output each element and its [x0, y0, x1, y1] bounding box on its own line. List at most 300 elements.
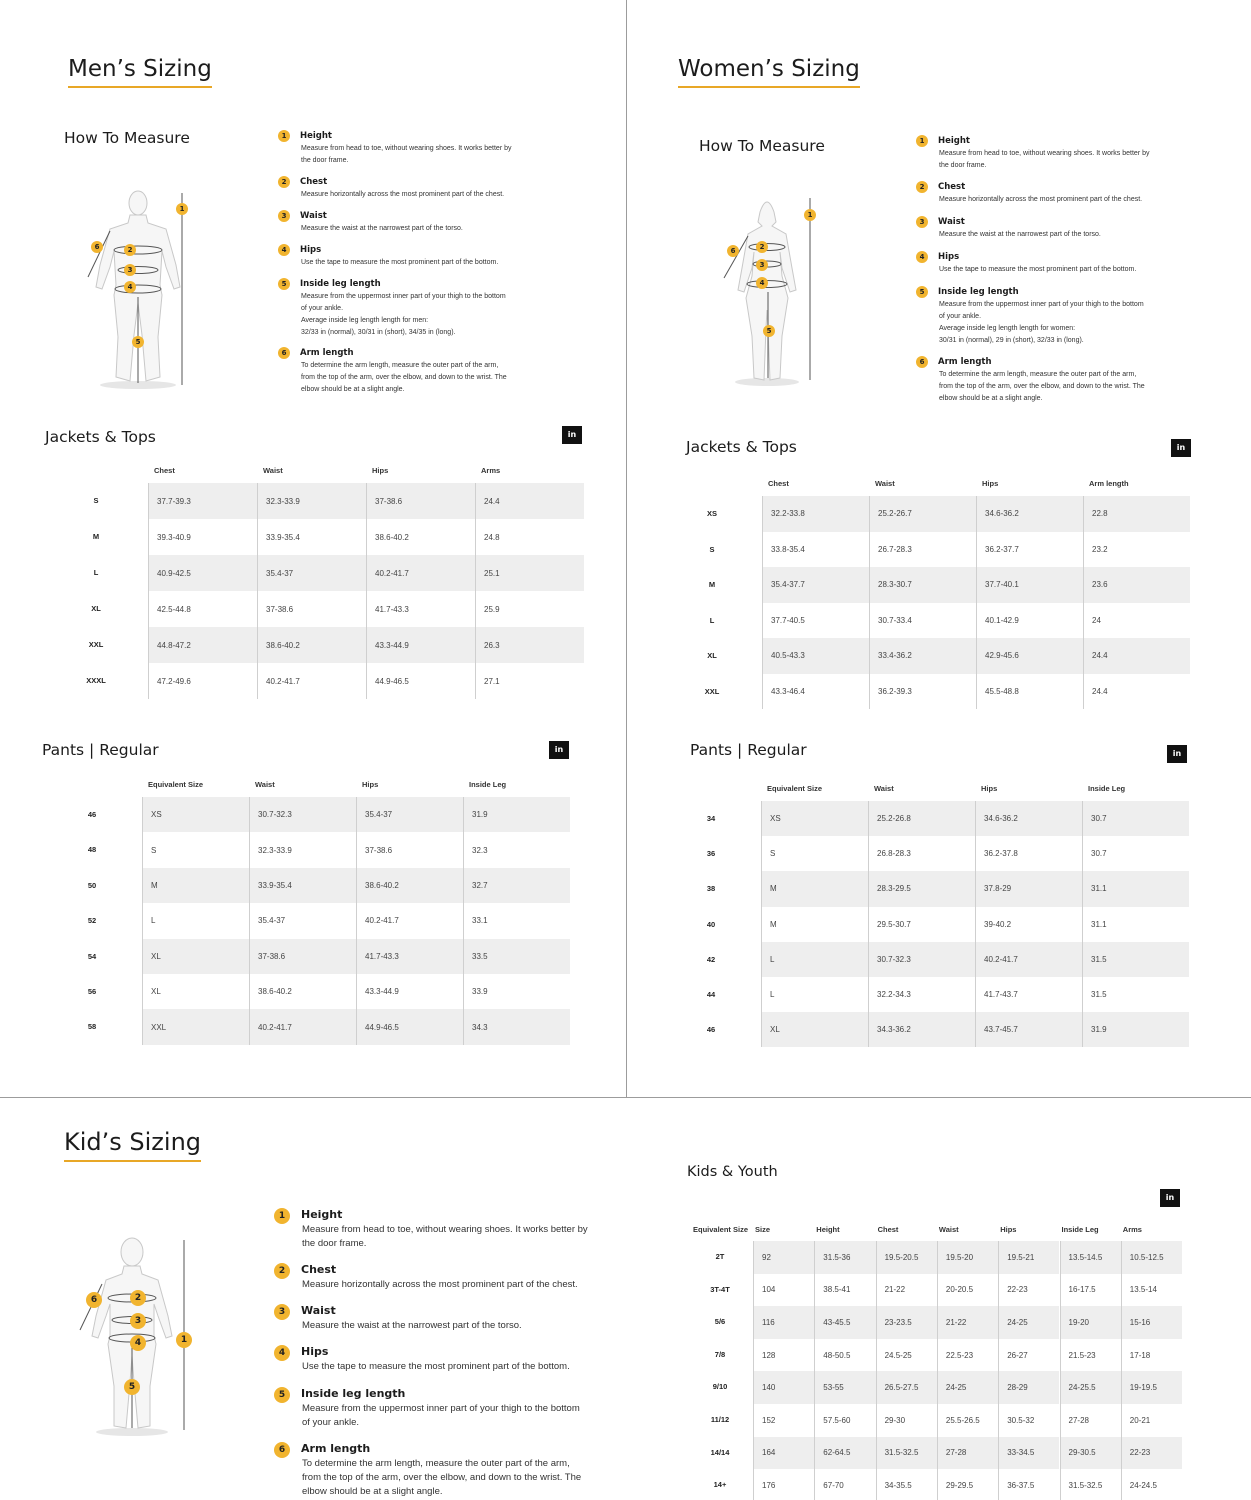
table-column-header: Waist [875, 479, 895, 488]
table-cell: 29-30.5 [1060, 1437, 1121, 1470]
womens-step-4-body: Use the tape to measure the most prominent part of the bottom. [939, 266, 1137, 273]
table-cell: 40.2-41.7 [249, 1009, 356, 1044]
womens-step-4-heading: Hips [938, 252, 960, 262]
table-cell: 37.7-39.3 [148, 483, 257, 519]
table-cell: 176 [753, 1469, 814, 1500]
table-cell: 29.5-30.7 [868, 907, 975, 942]
womens-step-5-number: 5 [916, 286, 928, 298]
table-row-label: 58 [87, 1022, 97, 1032]
table-cell: 24.4 [1083, 674, 1190, 710]
table-cell: 31.5 [1082, 942, 1189, 977]
kids-step-6-heading: Arm length [301, 1442, 371, 1455]
table-cell: 31.5-32.5 [1060, 1469, 1121, 1500]
table-row-label: S [709, 544, 715, 554]
table-cell: 33.8-35.4 [762, 532, 869, 568]
table-cell: 13.5-14.5 [1060, 1241, 1121, 1274]
table-cell: M [761, 871, 868, 906]
table-cell: 38.6-40.2 [356, 868, 463, 903]
table-row-label: 46 [87, 810, 97, 819]
kids-table-brand-tag: in [1160, 1189, 1180, 1207]
table-row-label: XXL [88, 640, 104, 649]
mens-step-1-heading: Height [300, 131, 332, 141]
table-cell: S [761, 836, 868, 871]
table-cell: 24-25 [998, 1306, 1059, 1339]
mens-figure-marker-6: 6 [91, 241, 103, 253]
table-cell: 31.1 [1082, 871, 1189, 906]
table-cell: 35.4-37.7 [762, 567, 869, 603]
table-cell: 23.6 [1083, 567, 1190, 603]
table-cell: 25.9 [475, 591, 584, 627]
table-cell: 25.5-26.5 [937, 1404, 998, 1437]
table-cell: 35.4-37 [356, 797, 463, 832]
table-cell: 44.9-46.5 [356, 1009, 463, 1044]
mens-step-5-number: 5 [278, 278, 290, 290]
table-cell: 45.5-48.8 [976, 674, 1083, 710]
womens-step-5-heading: Inside leg length [938, 287, 1019, 297]
kids-step-5-body: Measure from the uppermost inner part of your thigh to the bottom of your ankle. [302, 1403, 580, 1428]
table-cell: 33.9-35.4 [257, 519, 366, 555]
table-cell: 19.5-20.5 [876, 1241, 937, 1274]
kids-step-2-body: Measure horizontally across the most prominent part of the chest. [302, 1279, 578, 1290]
table-cell: 21-22 [876, 1274, 937, 1307]
table-row-label: S [93, 496, 99, 505]
table-cell: 22-23 [998, 1274, 1059, 1307]
table-cell: 40.2-41.7 [257, 663, 366, 699]
kids-step-6-number: 6 [274, 1442, 290, 1458]
womens-figure-marker-5: 5 [763, 325, 775, 337]
table-row-label: M [708, 580, 716, 589]
table-cell: 37-38.6 [257, 591, 366, 627]
table-column-header: Waist [263, 466, 283, 475]
table-cell: 30.5-32 [998, 1404, 1059, 1437]
table-column-header: Inside Leg [1061, 1225, 1099, 1234]
table-cell: 33.1 [463, 903, 570, 938]
table-cell: 32.2-34.3 [868, 977, 975, 1012]
mens-step-4-body: Use the tape to measure the most prominent part of the bottom. [301, 259, 499, 266]
table-row-label: 14+ [713, 1480, 727, 1490]
kids-step-3-heading: Waist [301, 1304, 336, 1317]
mens-pants-brand-tag: in [549, 741, 569, 759]
table-cell: 24.4 [1083, 638, 1190, 674]
table-cell: 41.7-43.3 [356, 939, 463, 974]
table-row-label: 50 [87, 880, 97, 890]
table-cell: 29-30 [876, 1404, 937, 1437]
table-cell: 16-17.5 [1060, 1274, 1121, 1307]
mens-figure-marker-5: 5 [132, 336, 144, 348]
vertical-divider [626, 0, 627, 1097]
table-cell: 40.2-41.7 [366, 555, 475, 591]
kids-step-3-body: Measure the waist at the narrowest part of the torso. [302, 1320, 522, 1331]
mens-figure-marker-3: 3 [124, 264, 136, 276]
table-cell: 24-24.5 [1121, 1469, 1182, 1500]
womens-figure-marker-6: 6 [727, 245, 739, 257]
table-cell: 31.5 [1082, 977, 1189, 1012]
kids-title: Kid’s Sizing [64, 1128, 201, 1162]
table-column-header: Waist [874, 784, 894, 793]
womens-pants-title: Pants | Regular [690, 741, 807, 759]
table-cell: 40.5-43.3 [762, 638, 869, 674]
table-cell: 37-38.6 [249, 939, 356, 974]
kids-figure-marker-2: 2 [130, 1290, 146, 1306]
table-cell: 41.7-43.3 [366, 591, 475, 627]
kids-figure-marker-1: 1 [176, 1332, 192, 1348]
table-cell: 104 [753, 1274, 814, 1307]
table-cell: 30.7-32.3 [868, 942, 975, 977]
womens-step-3-number: 3 [916, 216, 928, 228]
table-cell: 26.8-28.3 [868, 836, 975, 871]
womens-step-3-heading: Waist [938, 217, 965, 227]
table-row-label: M [92, 532, 100, 541]
table-cell: 40.2-41.7 [975, 942, 1082, 977]
table-cell: 39-40.2 [975, 907, 1082, 942]
womens-step-4-number: 4 [916, 251, 928, 263]
table-cell: XL [761, 1012, 868, 1047]
womens-pants-brand-tag: in [1167, 745, 1187, 763]
table-cell: 152 [753, 1404, 814, 1437]
table-row-label: 54 [87, 951, 97, 961]
mens-step-5-body: Measure from the uppermost inner part of your thigh to the bottom of your ankle. Average inside leg length length for men: 32/33 in (normal), 30/31 in (short), 34/35 in (long). [301, 293, 506, 336]
kids-step-4-heading: Hips [301, 1345, 329, 1358]
table-cell: XXL [142, 1009, 249, 1044]
table-cell: 43.3-44.9 [366, 627, 475, 663]
table-cell: 26.7-28.3 [869, 532, 976, 568]
kids-step-3-number: 3 [274, 1304, 290, 1320]
table-cell: 40.9-42.5 [148, 555, 257, 591]
table-cell: 37.7-40.1 [976, 567, 1083, 603]
table-row-label: 46 [706, 1025, 716, 1035]
table-row-label: 52 [87, 916, 97, 926]
kids-step-1-number: 1 [274, 1208, 290, 1224]
table-cell: 23-23.5 [876, 1306, 937, 1339]
kids-step-4-number: 4 [274, 1345, 290, 1361]
womens-figure-marker-4: 4 [756, 277, 768, 289]
table-column-header: Arms [1122, 1225, 1142, 1234]
table-cell: 44.9-46.5 [366, 663, 475, 699]
table-cell: 33.9-35.4 [249, 868, 356, 903]
table-cell: 31.9 [1082, 1012, 1189, 1047]
table-cell: 33.4-36.2 [869, 638, 976, 674]
kids-step-6-body: To determine the arm length, measure the outer part of the arm, from the top of the arm, over the elbow, and down to the wrist. The elbow should be at a slight angle. [302, 1458, 582, 1497]
table-cell: XL [142, 974, 249, 1009]
table-cell: 36.2-39.3 [869, 674, 976, 710]
mens-step-3-number: 3 [278, 210, 290, 222]
mens-pants-title: Pants | Regular [42, 741, 159, 759]
table-cell: 24.8 [475, 519, 584, 555]
table-row-label: 56 [87, 987, 97, 996]
mens-how-to-heading: How To Measure [64, 129, 190, 147]
kids-table-title: Kids & Youth [687, 1164, 778, 1180]
table-column-header: Hips [372, 466, 389, 475]
table-cell: 44.8-47.2 [148, 627, 257, 663]
table-cell: 34.6-36.2 [976, 496, 1083, 532]
mens-step-6-body: To determine the arm length, measure the outer part of the arm, from the top of the arm, over the elbow, and down to the wrist. The elbow should be at a slight angle. [301, 362, 507, 393]
table-row-label: 5/6 [714, 1317, 726, 1327]
table-cell: 43.3-46.4 [762, 674, 869, 710]
table-cell: 20-21 [1121, 1404, 1182, 1437]
table-cell: 26.5-27.5 [876, 1371, 937, 1404]
table-cell: 67-70 [814, 1469, 875, 1500]
table-cell: 41.7-43.7 [975, 977, 1082, 1012]
table-row-label: L [93, 568, 99, 577]
table-cell: 32.3-33.9 [249, 832, 356, 867]
womens-body-figure-icon [712, 192, 822, 392]
table-cell: 19-19.5 [1121, 1371, 1182, 1404]
womens-step-2-heading: Chest [938, 182, 966, 192]
kids-figure-marker-4: 4 [130, 1335, 146, 1351]
mens-body-figure-icon [78, 185, 198, 395]
womens-step-1-body: Measure from head to toe, without wearing shoes. It works better by the door frame. [939, 150, 1150, 169]
table-cell: 47.2-49.6 [148, 663, 257, 699]
table-column-header: Equivalent Size [693, 1225, 749, 1234]
table-cell: 140 [753, 1371, 814, 1404]
table-cell: 37.8-29 [975, 871, 1082, 906]
kids-step-4-body: Use the tape to measure the most prominent part of the bottom. [302, 1361, 570, 1372]
table-row-label: 9/10 [712, 1382, 728, 1392]
mens-figure-marker-1: 1 [176, 203, 188, 215]
table-cell: 37-38.6 [366, 483, 475, 519]
table-row-label: 2T [715, 1252, 725, 1261]
table-row-label: XXXL [86, 676, 106, 685]
table-cell: 43.3-44.9 [356, 974, 463, 1009]
table-cell: 33-34.5 [998, 1437, 1059, 1470]
table-cell: 19-20 [1060, 1306, 1121, 1339]
table-cell: XS [761, 801, 868, 836]
table-cell: 22.8 [1083, 496, 1190, 532]
kids-step-1-body: Measure from head to toe, without wearing shoes. It works better by the door frame. [302, 1224, 588, 1249]
table-row-label: 11/12 [710, 1415, 730, 1424]
table-cell: 38.6-40.2 [249, 974, 356, 1009]
table-column-header: Height [816, 1225, 840, 1234]
table-cell: 62-64.5 [814, 1437, 875, 1470]
table-cell: 40.1-42.9 [976, 603, 1083, 639]
table-cell: 35.4-37 [257, 555, 366, 591]
table-cell: 128 [753, 1339, 814, 1372]
table-cell: 24-25 [937, 1371, 998, 1404]
table-cell: 32.2-33.8 [762, 496, 869, 532]
table-row-label: 36 [706, 849, 716, 859]
kids-figure-marker-6: 6 [86, 1292, 102, 1308]
kids-step-2-heading: Chest [301, 1263, 337, 1276]
mens-jackets-brand-tag: in [562, 426, 582, 444]
mens-figure-marker-2: 2 [124, 244, 136, 256]
table-cell: M [761, 907, 868, 942]
mens-step-4-heading: Hips [300, 245, 322, 255]
table-cell: 43.7-45.7 [975, 1012, 1082, 1047]
mens-step-2-heading: Chest [300, 177, 328, 187]
table-cell: 92 [753, 1241, 814, 1274]
table-column-header: Hips [362, 780, 379, 789]
table-cell: 38.6-40.2 [366, 519, 475, 555]
table-cell: 40.2-41.7 [356, 903, 463, 938]
mens-step-4-number: 4 [278, 244, 290, 256]
table-cell: 24-25.5 [1060, 1371, 1121, 1404]
womens-figure-marker-1: 1 [804, 209, 816, 221]
table-cell: 32.3-33.9 [257, 483, 366, 519]
table-cell: 25.2-26.8 [868, 801, 975, 836]
table-cell: 13.5-14 [1121, 1274, 1182, 1307]
table-column-header: Arm length [1089, 479, 1129, 488]
table-cell: 26-27 [998, 1339, 1059, 1372]
table-row-label: 38 [706, 884, 716, 894]
table-row-label: XXL [704, 686, 720, 696]
table-cell: 36.2-37.8 [975, 836, 1082, 871]
table-cell: 21.5-23 [1060, 1339, 1121, 1372]
table-cell: 48-50.5 [814, 1339, 875, 1372]
table-cell: 23.2 [1083, 532, 1190, 568]
table-cell: 22.5-23 [937, 1339, 998, 1372]
table-cell: 57.5-60 [814, 1404, 875, 1437]
table-column-header: Inside Leg [1088, 784, 1126, 793]
table-cell: 24 [1083, 603, 1190, 639]
table-cell: 31.9 [463, 797, 570, 832]
table-row-label: 42 [706, 954, 716, 964]
table-cell: 39.3-40.9 [148, 519, 257, 555]
table-cell: 36.2-37.7 [976, 532, 1083, 568]
womens-figure-marker-2: 2 [756, 241, 768, 253]
womens-figure-marker-3: 3 [756, 259, 768, 271]
table-cell: 10.5-12.5 [1121, 1241, 1182, 1274]
womens-step-1-number: 1 [916, 135, 928, 147]
mens-step-3-heading: Waist [300, 211, 327, 221]
mens-step-2-number: 2 [278, 176, 290, 188]
table-column-header: Inside Leg [469, 780, 507, 789]
womens-jackets-brand-tag: in [1171, 439, 1191, 457]
table-column-header: Chest [877, 1225, 899, 1234]
table-cell: 17-18 [1121, 1339, 1182, 1372]
table-cell: 25.2-26.7 [869, 496, 976, 532]
table-cell: 24.4 [475, 483, 584, 519]
mens-jackets-title: Jackets & Tops [45, 428, 156, 446]
table-cell: 33.5 [463, 939, 570, 974]
table-cell: 30.7 [1082, 801, 1189, 836]
table-row-label: XL [707, 651, 717, 660]
table-cell: 26.3 [475, 627, 584, 663]
table-cell: 34.3-36.2 [868, 1012, 975, 1047]
table-cell: 27.1 [475, 663, 584, 699]
table-row-label: 44 [706, 990, 716, 999]
table-column-header: Arms [481, 466, 501, 475]
horizontal-divider [0, 1097, 1251, 1098]
mens-step-5-heading: Inside leg length [300, 279, 381, 289]
table-cell: 28-29 [998, 1371, 1059, 1404]
table-row-label: 34 [706, 814, 716, 823]
womens-step-3-body: Measure the waist at the narrowest part of the torso. [939, 231, 1101, 238]
mens-step-1-number: 1 [278, 130, 290, 142]
table-column-header: Equivalent Size [148, 780, 204, 789]
table-cell: 31.1 [1082, 907, 1189, 942]
table-cell: 19.5-20 [937, 1241, 998, 1274]
mens-figure-marker-4: 4 [124, 281, 136, 293]
table-cell: 42.9-45.6 [976, 638, 1083, 674]
table-column-header: Size [755, 1225, 771, 1234]
kids-step-5-number: 5 [274, 1387, 290, 1403]
table-cell: S [142, 832, 249, 867]
mens-step-2-body: Measure horizontally across the most prominent part of the chest. [301, 191, 505, 198]
table-cell: 38.5-41 [814, 1274, 875, 1307]
table-cell: 34-35.5 [876, 1469, 937, 1500]
womens-how-to-heading: How To Measure [699, 137, 825, 155]
table-row-label: 14/14 [710, 1447, 730, 1457]
table-cell: 38.6-40.2 [257, 627, 366, 663]
table-cell: 27-28 [1060, 1404, 1121, 1437]
table-cell: 43-45.5 [814, 1306, 875, 1339]
table-row-label: XS [706, 509, 717, 518]
table-row-label: 7/8 [714, 1349, 726, 1359]
womens-jackets-title: Jackets & Tops [686, 438, 797, 456]
table-cell: 30.7-32.3 [249, 797, 356, 832]
mens-step-3-body: Measure the waist at the narrowest part of the torso. [301, 225, 463, 232]
table-column-header: Hips [1000, 1225, 1017, 1234]
table-row-label: 40 [706, 919, 716, 929]
womens-step-6-heading: Arm length [938, 357, 992, 367]
table-column-header: Chest [154, 466, 175, 475]
womens-title: Women’s Sizing [678, 56, 860, 88]
table-cell: 37.7-40.5 [762, 603, 869, 639]
mens-step-1-body: Measure from head to toe, without wearing shoes. It works better by the door frame. [301, 145, 512, 164]
table-cell: 36-37.5 [998, 1469, 1059, 1500]
table-cell: 27-28 [937, 1437, 998, 1470]
womens-step-2-body: Measure horizontally across the most prominent part of the chest. [939, 196, 1143, 203]
table-cell: 20-20.5 [937, 1274, 998, 1307]
kids-step-5-heading: Inside leg length [301, 1387, 406, 1400]
table-row-label: 3T-4T [710, 1284, 730, 1294]
table-cell: 31.5-32.5 [876, 1437, 937, 1470]
table-cell: 28.3-29.5 [868, 871, 975, 906]
kids-figure-marker-5: 5 [124, 1379, 140, 1395]
table-cell: L [761, 977, 868, 1012]
table-cell: 31.5-36 [814, 1241, 875, 1274]
table-row-label: L [709, 615, 715, 625]
table-cell: 35.4-37 [249, 903, 356, 938]
table-column-header: Chest [768, 479, 789, 488]
womens-step-6-number: 6 [916, 356, 928, 368]
mens-title: Men’s Sizing [68, 56, 212, 88]
table-cell: M [142, 868, 249, 903]
table-column-header: Waist [938, 1225, 959, 1234]
mens-step-6-heading: Arm length [300, 348, 354, 358]
table-row-label: XL [91, 604, 101, 613]
table-cell: 34.6-36.2 [975, 801, 1082, 836]
table-cell: 164 [753, 1437, 814, 1470]
table-column-header: Hips [982, 479, 999, 488]
table-cell: 24.5-25 [876, 1339, 937, 1372]
table-cell: 53-55 [814, 1371, 875, 1404]
womens-step-2-number: 2 [916, 181, 928, 193]
table-cell: 32.7 [463, 868, 570, 903]
table-cell: 34.3 [463, 1009, 570, 1044]
table-cell: 30.7 [1082, 836, 1189, 871]
table-cell: 21-22 [937, 1306, 998, 1339]
womens-step-5-body: Measure from the uppermost inner part of your thigh to the bottom of your ankle. Average inside leg length length for women: 30/31 in (normal), 29 in (short), 32/33 in (long). [939, 301, 1144, 344]
table-cell: 25.1 [475, 555, 584, 591]
table-column-header: Hips [981, 784, 998, 793]
table-cell: 42.5-44.8 [148, 591, 257, 627]
mens-step-6-number: 6 [278, 347, 290, 359]
table-cell: 32.3 [463, 832, 570, 867]
table-column-header: Waist [255, 780, 275, 789]
table-cell: 116 [753, 1306, 814, 1339]
table-column-header: Equivalent Size [767, 784, 823, 793]
table-cell: 30.7-33.4 [869, 603, 976, 639]
kids-step-1-heading: Height [301, 1208, 343, 1221]
kids-figure-marker-3: 3 [130, 1313, 146, 1329]
table-cell: L [761, 942, 868, 977]
womens-step-1-heading: Height [938, 136, 970, 146]
table-cell: XL [142, 939, 249, 974]
kids-step-2-number: 2 [274, 1263, 290, 1279]
table-cell: L [142, 903, 249, 938]
table-row-label: 48 [87, 845, 97, 855]
